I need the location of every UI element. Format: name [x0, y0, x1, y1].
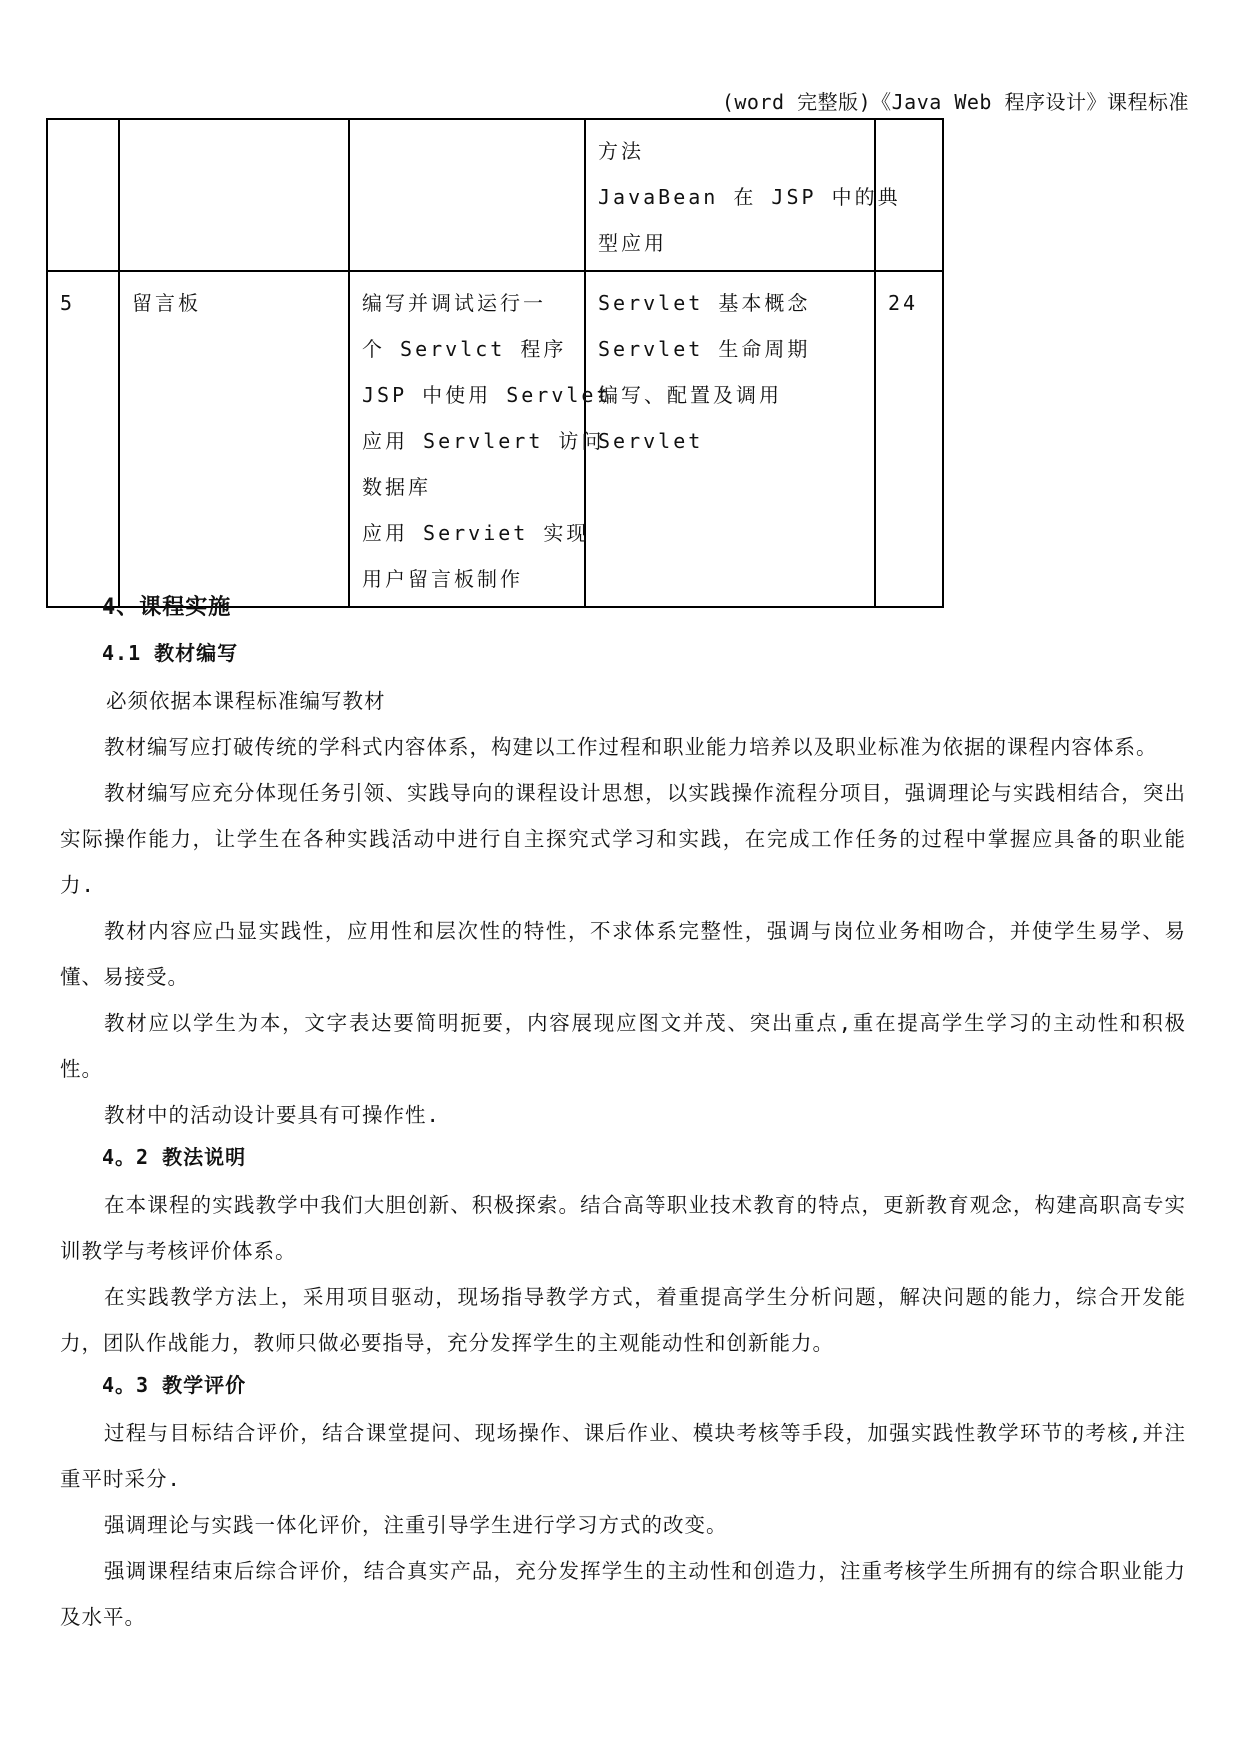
paragraph: 强调课程结束后综合评价，结合真实产品，充分发挥学生的主动性和创造力，注重考核学生所拥有的综合职业能力及水平。 — [60, 1559, 1186, 1629]
knowledge-line: Servlet — [598, 429, 704, 453]
paragraph: 教材中的活动设计要具有可操作性. — [104, 1103, 440, 1127]
task-line: 个 Servlct 程序 — [362, 337, 567, 361]
paragraph: 必须依据本课程标准编写教材 — [106, 689, 386, 713]
course-content-table — [46, 118, 944, 608]
task-line: JSP 中使用 Servlet — [362, 383, 612, 407]
paragraph: 在实践教学方法上，采用项目驱动，现场指导教学方式，着重提高学生分析问题，解决问题的能力，综合开发能力，团队作战能力，教师只做必要指导，充分发挥学生的主观能动性和创新能力。 — [60, 1285, 1186, 1355]
knowledge-line: 方法 — [598, 139, 644, 163]
subsection-heading: 4.1 教材编写 — [102, 641, 239, 665]
section-heading: 4、课程实施 — [102, 595, 232, 620]
cell-number: 5 — [47, 271, 119, 607]
paragraph: 教材编写应打破传统的学科式内容体系，构建以工作过程和职业能力培养以及职业标准为依据的课程内容体系。 — [104, 735, 1158, 759]
task-line: 编写并调试运行一 — [362, 291, 546, 315]
cell-project — [119, 119, 349, 271]
knowledge-line: Servlet 生命周期 — [598, 337, 811, 361]
subsection-heading: 4。3 教学评价 — [102, 1373, 247, 1397]
table-row — [47, 119, 943, 271]
paragraph: 强调理论与实践一体化评价，注重引导学生进行学习方式的改变。 — [104, 1513, 728, 1537]
task-line: 应用 Serviet 实现 — [362, 521, 590, 545]
table-row — [47, 271, 943, 607]
cell-knowledge — [585, 271, 875, 607]
cell-tasks — [349, 271, 612, 607]
task-line: 数据库 — [362, 475, 431, 499]
document-body — [60, 590, 1186, 1640]
knowledge-line: Servlet 基本概念 — [598, 291, 811, 315]
paragraph: 过程与目标结合评价，结合课堂提问、现场操作、课后作业、模块考核等手段，加强实践性教学环节的考核,并注重平时采分. — [60, 1421, 1186, 1491]
cell-project: 留言板 — [119, 271, 349, 607]
knowledge-line: 型应用 — [598, 231, 667, 255]
paragraph: 教材应以学生为本，文字表达要简明扼要，内容展现应图文并茂、突出重点,重在提高学生学习的主动性和积极性。 — [60, 1011, 1186, 1081]
cell-hours: 24 — [875, 271, 943, 607]
task-line: 用户留言板制作 — [362, 567, 523, 591]
cell-knowledge — [585, 119, 901, 271]
task-line: 应用 Servlert 访问 — [362, 429, 605, 453]
cell-tasks — [349, 119, 585, 271]
paragraph: 教材内容应凸显实践性，应用性和层次性的特性，不求体系完整性，强调与岗位业务相吻合，并使学生易学、易懂、易接受。 — [60, 919, 1186, 989]
page-header: (word 完整版)《Java Web 程序设计》课程标准 — [721, 90, 1189, 114]
paragraph: 教材编写应充分体现任务引领、实践导向的课程设计思想，以实践操作流程分项目，强调理论与实践相结合，突出实际操作能力，让学生在各种实践活动中进行自主探究式学习和实践，在完成工作任务的过程中掌握应具备的职业能力. — [60, 781, 1186, 897]
knowledge-line: 编写、配置及调用 — [598, 383, 782, 407]
paragraph: 在本课程的实践教学中我们大胆创新、积极探索。结合高等职业技术教育的特点，更新教育观念，构建高职高专实训教学与考核评价体系。 — [60, 1193, 1186, 1263]
cell-number — [47, 119, 119, 271]
subsection-heading: 4。2 教法说明 — [102, 1145, 247, 1169]
knowledge-line: JavaBean 在 JSP 中的典 — [598, 185, 901, 209]
